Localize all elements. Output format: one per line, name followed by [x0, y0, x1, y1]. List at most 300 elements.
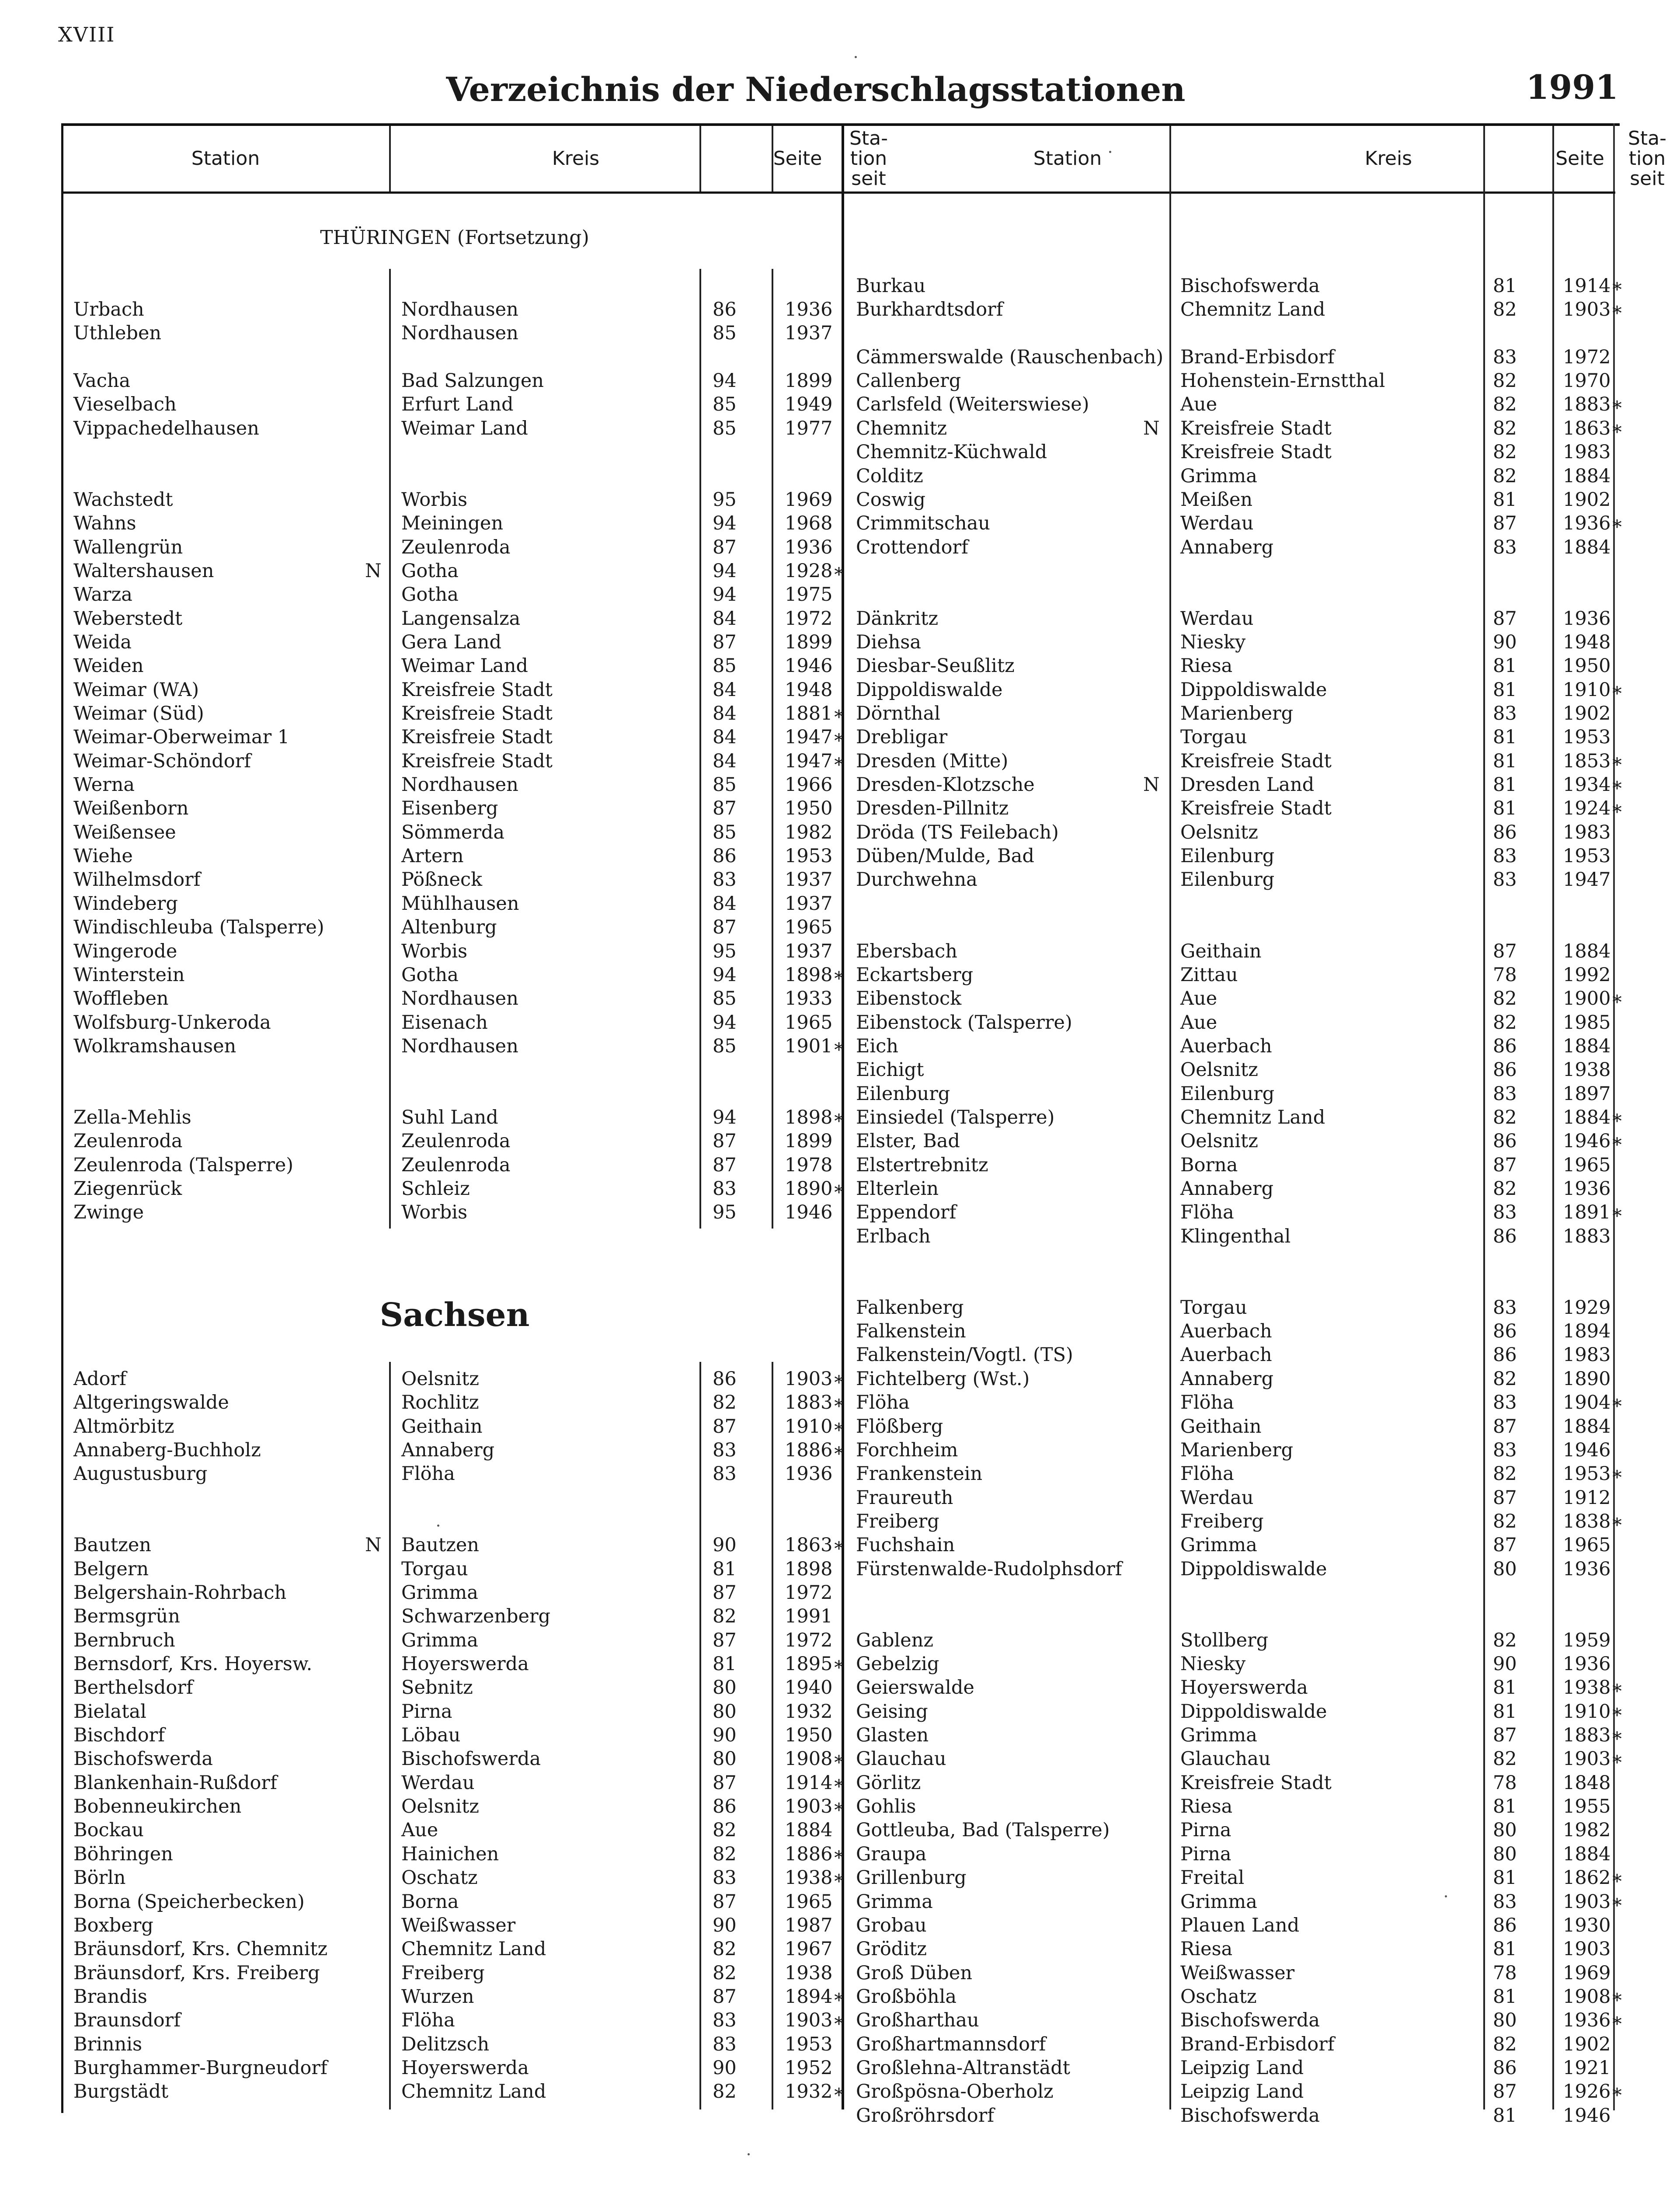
station-name: Annaberg-Buchholz: [73, 1439, 261, 1461]
station-name: Geierswalde: [856, 1677, 974, 1699]
table-row: [0, 464, 1631, 488]
table-row: [0, 1557, 1631, 1581]
station-name: Weißenborn: [73, 797, 189, 820]
station-since-year: 1932∗: [785, 2081, 845, 2103]
kreis-name: Marienberg: [1180, 703, 1294, 724]
kreis-name: Geithain: [1180, 940, 1262, 962]
kreis-name: Kreisfreie Stadt: [401, 750, 553, 772]
header-station-left: Station: [191, 147, 260, 170]
kreis-name: Flöha: [1180, 1392, 1234, 1414]
station-name: Burkau: [856, 275, 926, 297]
seite-number: 82: [1493, 2033, 1517, 2055]
kreis-name: Geithain: [1180, 1415, 1262, 1438]
station-since-year: 1886∗: [785, 1439, 845, 1461]
table-row: [0, 654, 1631, 678]
kreis-name: Gotha: [401, 560, 459, 582]
station-name: Eich: [856, 1035, 898, 1057]
kreis-name: Worbis: [401, 940, 468, 962]
kreis-name: Niesky: [1180, 1653, 1246, 1675]
kreis-name: Annaberg: [1180, 1368, 1274, 1390]
station-since-year: 1863∗: [785, 1534, 845, 1556]
table-header: [61, 126, 1667, 194]
kreis-name: Hoyerswerda: [401, 1653, 529, 1675]
station-since-year: 1947∗: [785, 726, 845, 748]
station-since-year: 1897: [1563, 1083, 1611, 1105]
table-row: [0, 536, 1631, 559]
station-since-year: 1965: [785, 1011, 833, 1034]
seite-number: 87: [713, 1415, 737, 1438]
station-since-year: 1894∗: [785, 1985, 845, 2008]
kreis-name: Nordhausen: [401, 299, 518, 321]
seite-number: 84: [713, 607, 737, 630]
kreis-name: Nordhausen: [401, 988, 518, 1010]
table-row: [0, 1533, 1631, 1557]
station-name: Vacha: [73, 370, 131, 392]
station-since-year: 1838∗: [1563, 1510, 1624, 1532]
seite-number: 81: [1493, 275, 1517, 297]
station-name: Forchheim: [856, 1439, 958, 1461]
table-row: [0, 2080, 1631, 2103]
station-since-year: 1938∗: [1563, 1677, 1624, 1699]
kreis-name: Hoyerswerda: [401, 2057, 529, 2079]
table-row: [0, 1319, 1631, 1343]
table-row: [0, 1082, 1631, 1106]
kreis-name: Aue: [1180, 1011, 1217, 1034]
station-since-year: 1903∗: [1563, 1748, 1624, 1770]
kreis-name: Weißwasser: [1180, 1962, 1295, 1984]
station-since-year: 1904∗: [1563, 1392, 1624, 1414]
station-since-year: 1953: [1563, 726, 1611, 748]
kreis-name: Borna: [1180, 1154, 1238, 1176]
kreis-name: Oelsnitz: [1180, 1130, 1258, 1152]
kreis-name: Schwarzenberg: [401, 1605, 551, 1628]
station-name: Urbach: [73, 299, 144, 321]
table-row: [0, 1011, 1631, 1034]
station-since-year: 1884: [1563, 465, 1611, 487]
table-row: [0, 1462, 1631, 1486]
kreis-name: Grimma: [1180, 1534, 1257, 1556]
station-since-year: 1972: [785, 1629, 833, 1651]
station-since-year: 1937: [785, 892, 833, 915]
seite-number: 82: [713, 1843, 737, 1865]
table-row: [0, 2008, 1631, 2032]
kreis-name: Bischofswerda: [1180, 2104, 1320, 2127]
table-row: [0, 1629, 1631, 1652]
seite-number: 87: [713, 1985, 737, 2008]
seite-number: 81: [713, 1653, 737, 1675]
station-name: Zeulenroda (Talsperre): [73, 1154, 294, 1176]
kreis-name: Pößneck: [401, 869, 483, 891]
station-since-year: 1950: [785, 797, 833, 820]
station-since-year: 1948: [1563, 631, 1611, 653]
station-since-year: 1953: [785, 845, 833, 867]
station-name: Dippoldiswalde: [856, 679, 1003, 701]
seite-number: 85: [713, 322, 737, 345]
seite-number: 84: [713, 679, 737, 701]
station-since-year: 1947: [1563, 869, 1611, 891]
kreis-name: Dippoldiswalde: [1180, 1558, 1327, 1580]
seite-number: 90: [713, 2057, 737, 2079]
kreis-name: Brand-Erbisdorf: [1180, 2033, 1335, 2055]
kreis-name: Löbau: [401, 1724, 461, 1747]
station-since-year: 1899: [785, 370, 833, 392]
kreis-name: Borna: [401, 1890, 459, 1913]
seite-number: 86: [1493, 2057, 1517, 2079]
station-name: Diesbar-Seußlitz: [856, 655, 1015, 677]
seite-number: 87: [713, 1890, 737, 1913]
seite-number: 82: [1493, 1106, 1517, 1128]
station-since-year: 1898∗: [785, 1106, 845, 1128]
station-name: Ziegenrück: [73, 1178, 182, 1200]
station-name: Graupa: [856, 1843, 927, 1865]
station-name: Zeulenroda: [73, 1130, 183, 1152]
seite-number: 80: [713, 1700, 737, 1723]
seite-number: 86: [713, 299, 737, 321]
seite-number: 87: [713, 1130, 737, 1152]
kreis-name: Kreisfreie Stadt: [1180, 417, 1332, 439]
seite-number: 87: [1493, 607, 1517, 630]
kreis-name: Eilenburg: [1180, 845, 1275, 867]
station-since-year: 1903∗: [785, 1368, 845, 1390]
n-marker: N: [1143, 774, 1160, 796]
station-name: Braunsdorf: [73, 2009, 181, 2032]
station-name: Wingerode: [73, 940, 177, 962]
seite-number: 90: [1493, 631, 1517, 653]
seite-number: 80: [713, 1677, 737, 1699]
table-row: [0, 512, 1631, 535]
kreis-name: Flöha: [401, 1463, 455, 1485]
station-since-year: 1932: [785, 1700, 833, 1723]
kreis-name: Gotha: [401, 964, 459, 986]
kreis-name: Bad Salzungen: [401, 370, 544, 392]
station-name: Görlitz: [856, 1772, 921, 1794]
station-since-year: 1948: [785, 679, 833, 701]
seite-number: 94: [713, 512, 737, 535]
station-name: Uthleben: [73, 322, 162, 345]
table-row: [0, 1818, 1631, 1842]
table-row: [0, 868, 1631, 891]
kreis-name: Gera Land: [401, 631, 502, 653]
station-since-year: 1950: [785, 1724, 833, 1747]
station-name: Glasten: [856, 1724, 929, 1747]
station-since-year: 1863∗: [1563, 417, 1624, 439]
station-since-year: 1884: [1563, 1415, 1611, 1438]
kreis-name: Eisenach: [401, 1011, 488, 1034]
table-row: [0, 2056, 1631, 2080]
kreis-name: Oschatz: [1180, 1985, 1257, 2008]
seite-number: 86: [1493, 1914, 1517, 1936]
kreis-name: Hoyerswerda: [1180, 1677, 1308, 1699]
kreis-name: Eisenberg: [401, 797, 498, 820]
kreis-name: Riesa: [1180, 655, 1233, 677]
kreis-name: Flöha: [1180, 1463, 1234, 1485]
seite-number: 85: [713, 655, 737, 677]
seite-number: 82: [1493, 1510, 1517, 1532]
station-since-year: 1937: [785, 322, 833, 345]
kreis-name: Aue: [1180, 393, 1217, 416]
station-name: Bockau: [73, 1819, 144, 1841]
station-since-year: 1936∗: [1563, 512, 1624, 535]
seite-number: 81: [1493, 655, 1517, 677]
kreis-name: Schleiz: [401, 1178, 470, 1200]
station-since-year: 1895∗: [785, 1653, 845, 1675]
kreis-name: Weimar Land: [401, 417, 528, 439]
station-since-year: 1883∗: [1563, 393, 1624, 416]
kreis-name: Annaberg: [1180, 536, 1274, 558]
station-name: Elterlein: [856, 1178, 939, 1200]
kreis-name: Kreisfreie Stadt: [401, 703, 553, 724]
kreis-name: Bautzen: [401, 1534, 480, 1556]
kreis-name: Chemnitz Land: [401, 2081, 546, 2103]
station-name: Böhringen: [73, 1843, 173, 1865]
station-name: Zella-Mehlis: [73, 1106, 191, 1128]
table-row: [0, 1581, 1631, 1605]
seite-number: 83: [713, 1463, 737, 1485]
kreis-name: Auerbach: [1180, 1344, 1272, 1366]
station-name: Grimma: [856, 1890, 933, 1913]
station-since-year: 1884: [1563, 536, 1611, 558]
kreis-name: Pirna: [401, 1700, 452, 1723]
station-name: Weiden: [73, 655, 144, 677]
station-name: Wallengrün: [73, 536, 183, 558]
station-name: Colditz: [856, 465, 923, 487]
station-since-year: 1910∗: [1563, 679, 1624, 701]
station-since-year: 1953: [1563, 845, 1611, 867]
table-row: [0, 1296, 1631, 1319]
kreis-name: Kreisfreie Stadt: [401, 726, 553, 748]
kreis-name: Aue: [1180, 988, 1217, 1010]
kreis-name: Leipzig Land: [1180, 2057, 1304, 2079]
station-since-year: 1908∗: [785, 1748, 845, 1770]
kreis-name: Auerbach: [1180, 1035, 1272, 1057]
station-name: Coswig: [856, 488, 925, 511]
kreis-name: Rochlitz: [401, 1392, 479, 1414]
station-since-year: 1891∗: [1563, 1201, 1624, 1224]
station-name: Dresden-Pillnitz: [856, 797, 1009, 820]
kreis-name: Chemnitz Land: [401, 1938, 546, 1960]
table-row: [0, 1842, 1631, 1866]
column-divider: [772, 126, 773, 191]
kreis-name: Eilenburg: [1180, 869, 1275, 891]
table-row: [0, 1605, 1631, 1628]
seite-number: 82: [1493, 1011, 1517, 1034]
seite-number: 83: [1493, 536, 1517, 558]
station-since-year: 1908∗: [1563, 1985, 1624, 2008]
station-name: Grillenburg: [856, 1867, 967, 1889]
station-since-year: 1936: [785, 299, 833, 321]
station-since-year: 1884: [1563, 1035, 1611, 1057]
station-since-year: 1972: [1563, 346, 1611, 368]
seite-number: 81: [1493, 488, 1517, 511]
station-name: Einsiedel (Talsperre): [856, 1106, 1055, 1128]
station-name: Windischleuba (Talsperre): [73, 916, 324, 939]
station-since-year: 1977: [785, 417, 833, 439]
kreis-name: Oelsnitz: [401, 1796, 479, 1818]
station-name: Dresden-Klotzsche: [856, 774, 1035, 796]
column-divider: [699, 126, 701, 191]
kreis-name: Oelsnitz: [1180, 821, 1258, 843]
station-name: Weimar (Süd): [73, 703, 204, 724]
station-since-year: 1853∗: [1563, 750, 1624, 772]
station-name: Vieselbach: [73, 393, 177, 416]
seite-number: 85: [713, 393, 737, 416]
kreis-name: Plauen Land: [1180, 1914, 1300, 1936]
table-row: [0, 749, 1631, 773]
table-row: [0, 702, 1631, 725]
seite-number: 87: [713, 797, 737, 820]
station-name: Bautzen: [73, 1534, 152, 1556]
table-row: [0, 1723, 1631, 1747]
header-seit-right: [1614, 126, 1680, 191]
station-name: Windeberg: [73, 892, 178, 915]
station-name: Gebelzig: [856, 1653, 939, 1675]
seite-number: 82: [1493, 1629, 1517, 1651]
seite-number: 87: [1493, 2081, 1517, 2103]
station-since-year: 1910∗: [1563, 1700, 1624, 1723]
kreis-name: Kreisfreie Stadt: [401, 679, 553, 701]
kreis-name: Grimma: [401, 1629, 478, 1651]
station-name: Bernsdorf, Krs. Hoyersw.: [73, 1653, 313, 1675]
seite-number: 86: [713, 1368, 737, 1390]
table-row: [0, 821, 1631, 844]
station-since-year: 1884: [1563, 940, 1611, 962]
kreis-name: Mühlhausen: [401, 892, 519, 915]
station-name: Bermsgrün: [73, 1605, 180, 1628]
station-name: Warza: [73, 584, 132, 606]
seite-number: 81: [1493, 679, 1517, 701]
kreis-name: Delitzsch: [401, 2033, 490, 2055]
station-name: Großröhrsdorf: [856, 2104, 995, 2127]
station-name: Waltershausen: [73, 560, 214, 582]
station-name: Bischofswerda: [73, 1748, 213, 1770]
seite-number: 82: [1493, 1748, 1517, 1770]
seite-number: 83: [1493, 703, 1517, 724]
station-name: Adorf: [73, 1368, 126, 1390]
header-seit-line-2: tion: [1628, 147, 1666, 170]
kreis-name: Freiberg: [401, 1962, 485, 1984]
header-seit-line-2: tion: [850, 147, 887, 170]
station-name: Burkhardtsdorf: [856, 299, 1003, 321]
table-row: [0, 1391, 1631, 1414]
kreis-name: Werdau: [1180, 1486, 1254, 1509]
kreis-name: Bischofswerda: [1180, 275, 1320, 297]
station-name: Eckartsberg: [856, 964, 974, 986]
station-name: Woffleben: [73, 988, 169, 1010]
header-seit-line-1: Sta-: [1628, 127, 1667, 150]
seite-number: 87: [713, 916, 737, 939]
station-since-year: 1965: [1563, 1154, 1611, 1176]
station-name: Börln: [73, 1867, 126, 1889]
table-row: [0, 1652, 1631, 1676]
table-row: [0, 1438, 1631, 1462]
seite-number: 81: [1493, 797, 1517, 820]
station-name: Großhartmannsdorf: [856, 2033, 1046, 2055]
station-since-year: 1936: [1563, 1653, 1611, 1675]
station-since-year: 1903∗: [1563, 1890, 1624, 1913]
station-since-year: 1967: [785, 1938, 833, 1960]
station-since-year: 1929: [1563, 1296, 1611, 1319]
station-since-year: 1936: [1563, 607, 1611, 630]
station-since-year: 1933: [785, 988, 833, 1010]
station-name: Eibenstock (Talsperre): [856, 1011, 1072, 1034]
table-row: [0, 1367, 1631, 1391]
station-since-year: 1972: [785, 1581, 833, 1604]
seite-number: 95: [713, 488, 737, 511]
station-name: Werna: [73, 774, 135, 796]
seite-number: 78: [1493, 964, 1517, 986]
seite-number: 87: [1493, 1415, 1517, 1438]
station-name: Fraureuth: [856, 1486, 953, 1509]
table-row: [0, 630, 1631, 654]
table-row: [0, 915, 1631, 939]
station-name: Geising: [856, 1700, 928, 1723]
seite-number: 94: [713, 1106, 737, 1128]
station-name: Burghammer-Burgneudorf: [73, 2057, 327, 2079]
station-name: Zwinge: [73, 1201, 144, 1224]
station-since-year: 1903∗: [1563, 299, 1624, 321]
page-title: Verzeichnis der Niederschlagsstationen: [446, 70, 1186, 109]
seite-number: 81: [1493, 750, 1517, 772]
seite-number: 81: [1493, 2104, 1517, 2127]
kreis-name: Chemnitz Land: [1180, 1106, 1325, 1128]
station-since-year: 1985: [1563, 1011, 1611, 1034]
seite-number: 86: [1493, 821, 1517, 843]
kreis-name: Flöha: [1180, 1201, 1234, 1224]
seite-number: 87: [713, 1154, 737, 1176]
kreis-name: Dresden Land: [1180, 774, 1315, 796]
station-since-year: 1965: [785, 916, 833, 939]
table-row: [0, 1890, 1631, 1914]
table-row: [0, 940, 1631, 963]
station-name: Wachstedt: [73, 488, 173, 511]
kreis-name: Werdau: [1180, 607, 1254, 630]
station-name: Belgershain-Rohrbach: [73, 1581, 287, 1604]
station-since-year: 1978: [785, 1154, 833, 1176]
station-name: Grobau: [856, 1914, 927, 1936]
station-since-year: 1982: [785, 821, 833, 843]
table-row: [0, 369, 1631, 393]
station-name: Belgern: [73, 1558, 149, 1580]
column-divider: [389, 126, 391, 191]
seite-number: 84: [713, 750, 737, 772]
station-since-year: 1991: [785, 1605, 833, 1628]
seite-number: 94: [713, 584, 737, 606]
kreis-name: Stollberg: [1180, 1629, 1269, 1651]
station-name: Großpösna-Oberholz: [856, 2081, 1054, 2103]
table-row: [0, 583, 1631, 606]
station-since-year: 1862∗: [1563, 1867, 1624, 1889]
station-name: Eilenburg: [856, 1083, 950, 1105]
station-name: Fuchshain: [856, 1534, 955, 1556]
station-since-year: 1910∗: [785, 1415, 845, 1438]
table-row: [0, 345, 1631, 369]
station-name: Weida: [73, 631, 132, 653]
table-row: [0, 1415, 1631, 1438]
n-marker: N: [365, 560, 382, 582]
table-row: [0, 1676, 1631, 1699]
seite-number: 83: [1493, 1201, 1517, 1224]
seite-number: 83: [713, 2009, 737, 2032]
station-since-year: 1936: [785, 1463, 833, 1485]
station-name: Dörnthal: [856, 703, 940, 724]
kreis-name: Wurzen: [401, 1985, 474, 2008]
station-since-year: 1953∗: [1563, 1463, 1624, 1485]
seite-number: 87: [1493, 512, 1517, 535]
station-since-year: 1983: [1563, 441, 1611, 463]
seite-number: 80: [1493, 2009, 1517, 2032]
seite-number: 85: [713, 774, 737, 796]
station-since-year: 1848: [1563, 1772, 1611, 1794]
